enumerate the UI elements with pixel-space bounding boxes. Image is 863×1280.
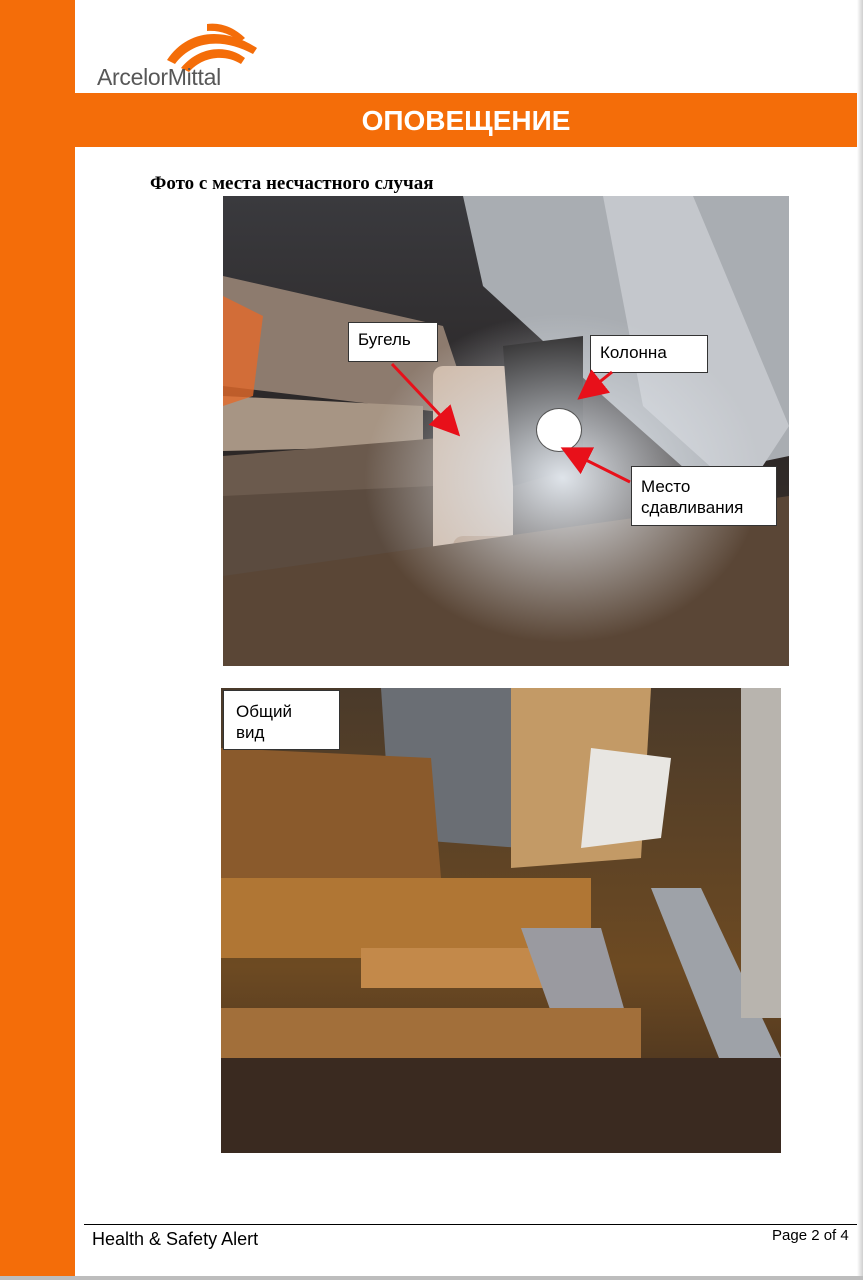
label-general-view-line1: Общий [236, 702, 292, 721]
pinch-point-marker [536, 408, 582, 452]
page-edge-shadow [857, 0, 863, 1280]
general-view-photo [221, 688, 781, 1153]
label-kolonna [590, 335, 708, 373]
page-title: ОПОВЕЩЕНИЕ [361, 105, 571, 136]
label-pinch-point-line1: Место [641, 477, 691, 496]
label-pinch-point-line2: сдавливания [641, 498, 744, 517]
label-general-view [223, 690, 340, 750]
accident-closeup-photo [223, 196, 789, 666]
footer-divider [84, 1224, 857, 1225]
label-general-view-line2: вид [236, 723, 265, 742]
footer-title: Health & Safety Alert [92, 1229, 259, 1249]
label-pinch-point [631, 466, 777, 526]
page-number: Page 2 of 4 [772, 1227, 849, 1244]
logo-wordmark: ArcelorMittal [97, 64, 221, 90]
label-kolonna-text: Колонна [600, 343, 667, 362]
section-title: Фото с места несчастного случая [150, 173, 434, 194]
label-bugel [348, 322, 438, 362]
left-accent-bar [0, 0, 75, 1278]
page-bottom-edge [0, 1276, 863, 1280]
label-bugel-text: Бугель [358, 330, 411, 349]
